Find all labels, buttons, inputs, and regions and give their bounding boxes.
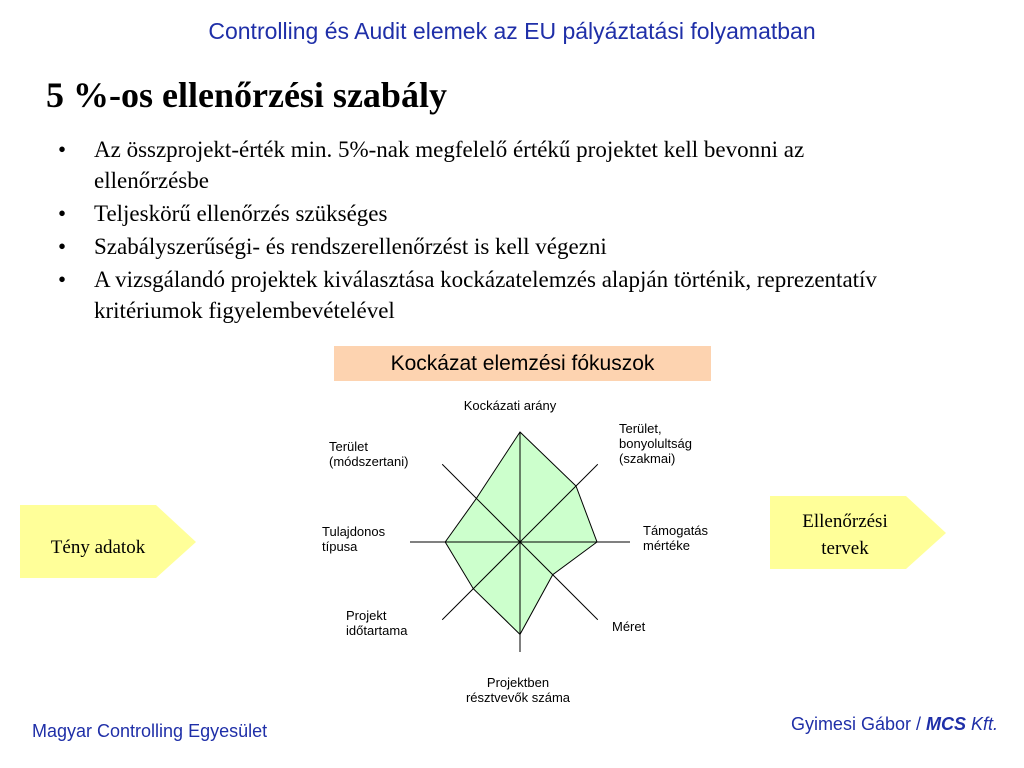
axis-idotartam-label: Projekt [346, 608, 387, 623]
bullet-text: Az összprojekt-érték min. 5%-nak megfelelő értékű projektet kell bevonni az [94, 137, 805, 162]
axis-tulajdonos-tipusa-label: Tulajdonos [322, 524, 386, 539]
focus-box: Kockázat elemzési fókuszok [334, 346, 711, 381]
footer-organization: Magyar Controlling Egyesület [32, 721, 268, 741]
axis-terulet-modszertani-label: (módszertani) [329, 454, 409, 469]
axis-terulet-szakmai-label: (szakmai) [619, 451, 676, 466]
axis-tamogatas-merteke-label: Támogatás [643, 523, 709, 538]
bullet-glyph: • [58, 267, 67, 292]
axis-terulet-szakmai-label: Terület, [619, 421, 662, 436]
bullet-text: A vizsgálandó projektek kiválasztása kockázatelemzés alapján történik, reprezentatív [94, 267, 877, 292]
bullet-text: ellenőrzésbe [94, 168, 209, 193]
footer-company-suffix: Kft. [965, 714, 998, 734]
footer-author-name: Gyimesi Gábor / [790, 714, 926, 734]
axis-terulet-modszertani-label: Terület [329, 439, 369, 454]
radar-value-polygon [445, 432, 597, 634]
axis-tamogatas-merteke-label: mértéke [643, 538, 690, 553]
axis-resztvevok-szama-label: résztvevők száma [465, 690, 571, 705]
axis-tulajdonos-tipusa-label: típusa [322, 539, 358, 554]
left-arrow-label: Tény adatok [50, 537, 146, 558]
right-arrow-label-line2: tervek [821, 538, 869, 559]
footer-company: MCS [925, 714, 966, 734]
axis-resztvevok-szama-label: Projektben [486, 675, 550, 690]
right-arrow-label-line1: Ellenőrzési [802, 511, 888, 532]
header-title: Controlling és Audit elemek az EU pályáztatási folyamatban [208, 18, 816, 44]
bullet-glyph: • [58, 201, 67, 226]
bullet-text: kritériumok figyelembevételével [94, 298, 395, 323]
bullet-text: Szabályszerűségi- és rendszerellenőrzést is kell végezni [94, 234, 607, 259]
axis-idotartam-label: időtartama [346, 623, 408, 638]
axis-kockazati-arany-label: Kockázati arány [463, 398, 557, 413]
bullet-glyph: • [58, 234, 67, 259]
bullet-glyph: • [58, 137, 67, 162]
slide-title: 5 %-os ellenőrzési szabály [46, 75, 447, 115]
footer-author [791, 714, 998, 735]
axis-terulet-szakmai-label: bonyolultság [619, 436, 692, 451]
bullet-text: Teljeskörű ellenőrzés szükséges [94, 201, 388, 226]
axis-meret-label: Méret [612, 619, 646, 634]
